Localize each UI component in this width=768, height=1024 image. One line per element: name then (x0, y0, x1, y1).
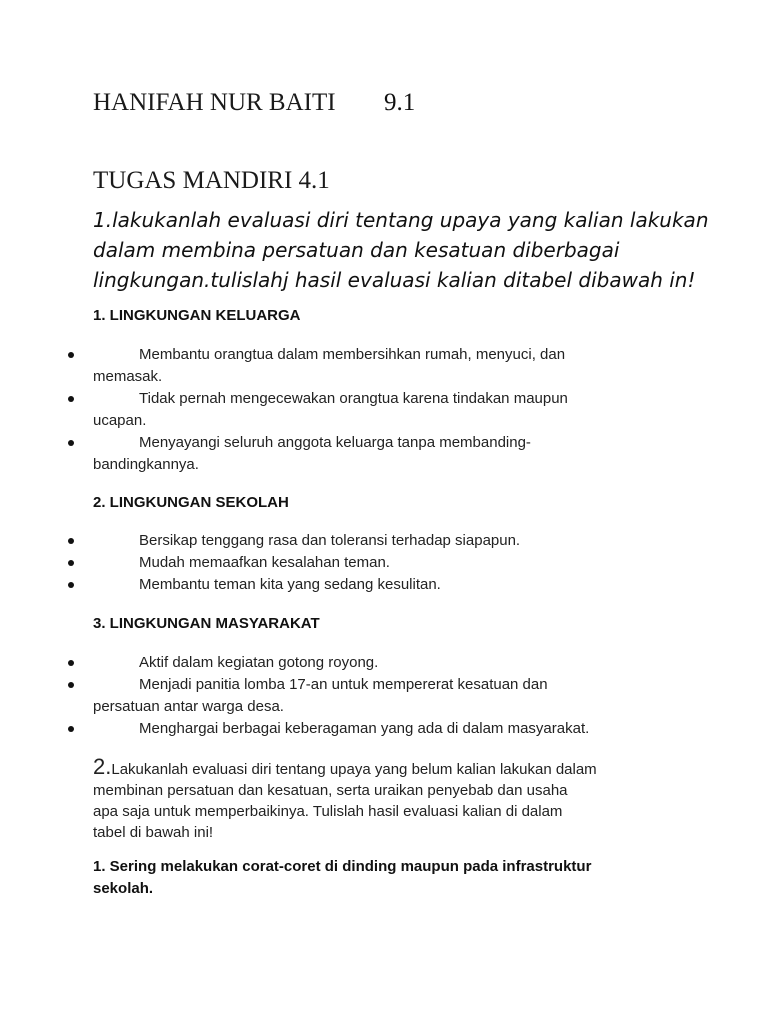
list-item-text: Menghargai berbagai keberagaman yang ada di dalam masyarakat. (139, 720, 590, 737)
list-item (0, 552, 700, 574)
bullet-icon (68, 396, 74, 402)
list-item (0, 388, 700, 432)
list-item-text: memasak. (93, 368, 163, 385)
list-item-text: Aktif dalam kegiatan gotong royong. (139, 654, 379, 671)
task-2-instruction (93, 756, 693, 843)
task-2-answer (93, 856, 713, 900)
list-item-text: ucapan. (93, 412, 147, 429)
list-item-text: persatuan antar warga desa. (93, 698, 284, 715)
bullet-icon (68, 682, 74, 688)
bullet-icon (68, 660, 74, 666)
task-2-line: apa saja untuk memperbaikinya. Tulislah hasil evaluasi kalian di dalam (93, 803, 563, 820)
bullet-icon (68, 352, 74, 358)
task-2-line: tabel di bawah ini! (93, 824, 214, 841)
section-heading-keluarga: 1. LINGKUNGAN KELUARGA (93, 307, 301, 324)
list-item (0, 344, 700, 388)
list-keluarga (0, 344, 700, 476)
bullet-icon (68, 582, 74, 588)
task-2-line: Lakukanlah evaluasi diri tentang upaya yang belum kalian lakukan dalam (111, 761, 597, 778)
list-item-text: Menjadi panitia lomba 17-an untuk mempererat kesatuan dan (139, 676, 548, 693)
list-item-text: Mudah memaafkan kesalahan teman. (139, 554, 390, 571)
list-item-text: Membantu teman kita yang sedang kesulitan. (139, 576, 441, 593)
assignment-title: TUGAS MANDIRI 4.1 (93, 167, 330, 194)
list-item-text: Membantu orangtua dalam membersihkan rumah, menyuci, dan (139, 346, 566, 363)
list-item (0, 530, 700, 552)
list-item (0, 574, 700, 596)
task-1-line: 1.lakukanlah evaluasi diri tentang upaya yang kalian lakukan (93, 208, 709, 232)
list-item (0, 674, 700, 718)
list-item-text: Tidak pernah mengecewakan orangtua karena tindakan maupun (139, 390, 568, 407)
list-sekolah (0, 530, 700, 596)
list-item-text: bandingkannya. (93, 456, 199, 473)
answer-line: 1. Sering melakukan corat-coret di dinding maupun pada infrastruktur (93, 858, 592, 875)
answer-line: sekolah. (93, 880, 154, 897)
student-class: 9.1 (384, 89, 416, 116)
task-1-line: dalam membina persatuan dan kesatuan diberbagai (93, 238, 620, 262)
bullet-icon (68, 440, 74, 446)
student-name: HANIFAH NUR BAITI (93, 89, 336, 116)
bullet-icon (68, 538, 74, 544)
list-masyarakat (0, 652, 700, 740)
list-item (0, 718, 700, 740)
list-item (0, 652, 700, 674)
section-heading-masyarakat: 3. LINGKUNGAN MASYARAKAT (93, 615, 320, 632)
list-item-text: Bersikap tenggang rasa dan toleransi terhadap siapapun. (139, 532, 521, 549)
task-2-number: 2. (93, 754, 112, 779)
task-1-line: lingkungan.tulislahj hasil evaluasi kalian ditabel dibawah in! (93, 268, 696, 292)
bullet-icon (68, 560, 74, 566)
task-2-line: membinan persatuan dan kesatuan, serta uraikan penyebab dan usaha (93, 782, 568, 799)
list-item (0, 432, 700, 476)
task-1-instruction (93, 205, 733, 295)
section-heading-sekolah: 2. LINGKUNGAN SEKOLAH (93, 494, 289, 511)
list-item-text: Menyayangi seluruh anggota keluarga tanpa membanding- (139, 434, 531, 451)
bullet-icon (68, 726, 74, 732)
